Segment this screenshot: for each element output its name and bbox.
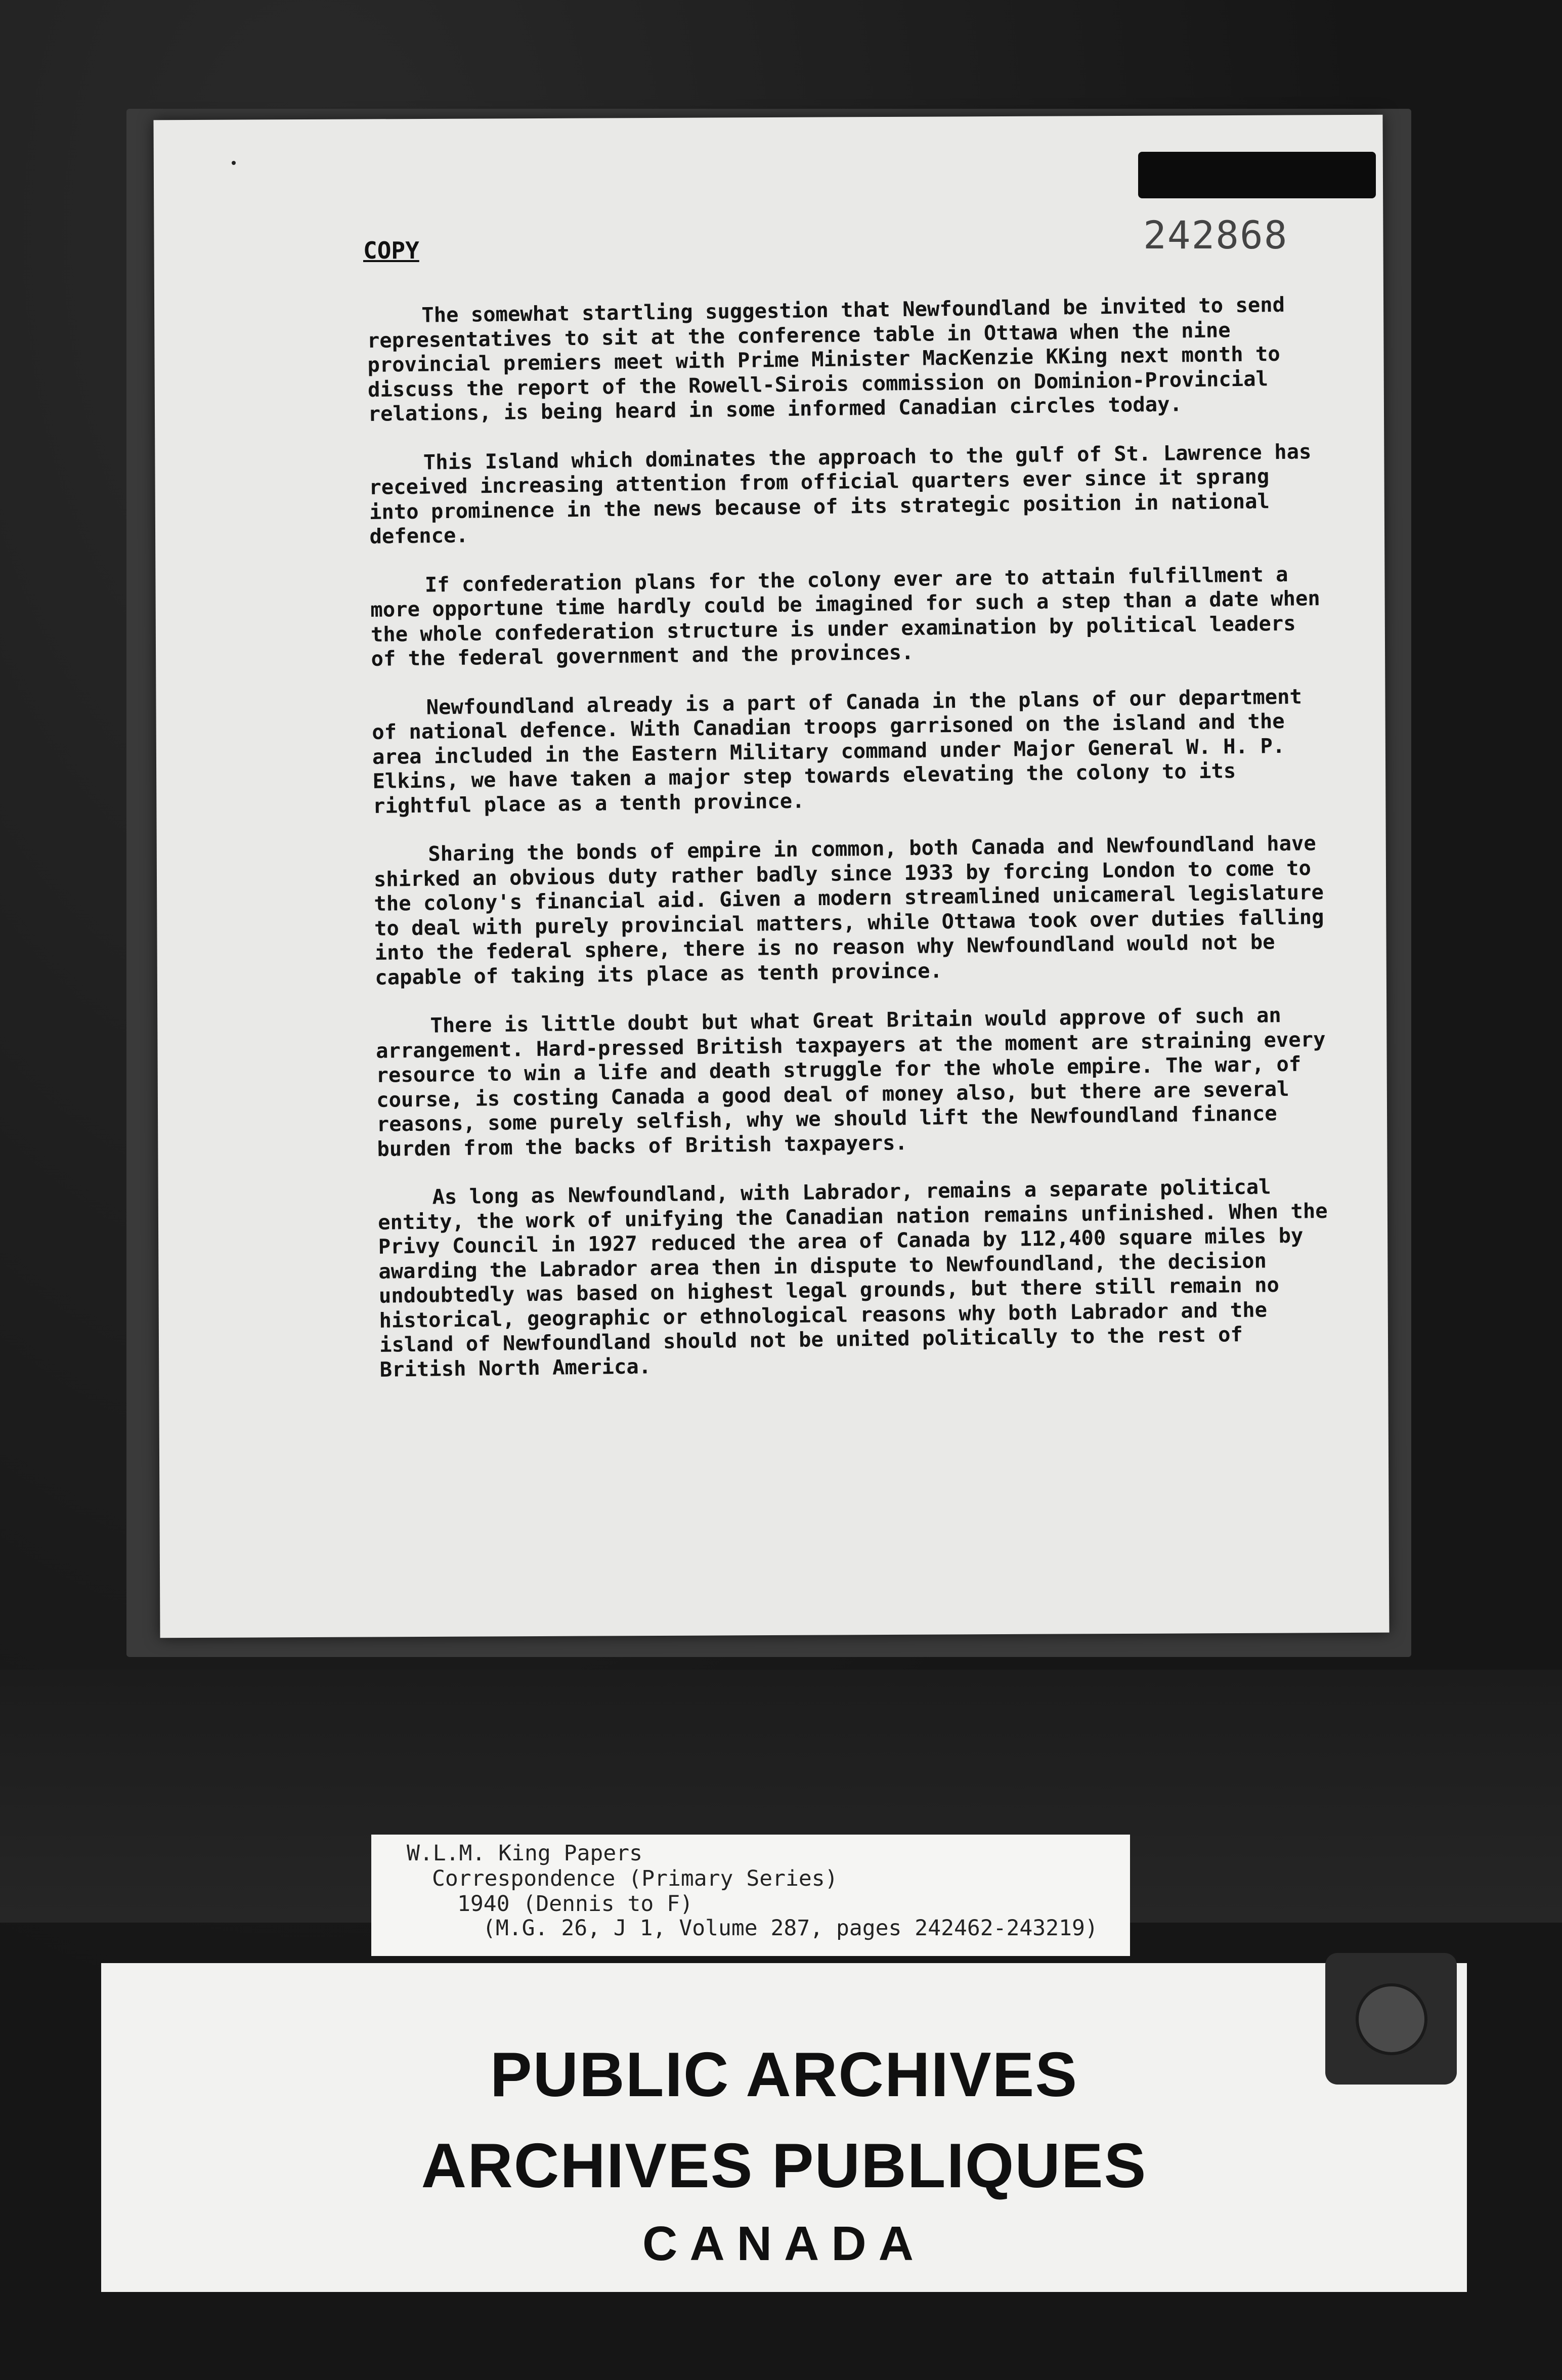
reference-label [371, 1835, 1130, 1956]
speck [232, 161, 236, 165]
reference-line: (M.G. 26, J 1, Volume 287, pages 242462-243219) [483, 1916, 1098, 1941]
paragraph: Newfoundland already is a part of Canada in the plans of our department of national defence. With Canadian troops garrisoned on the island and the area included in the Eastern Military command under Major General W. H. P. Elkins, we have taken a major step towards elevating the colony to its rightful place as a tenth province. [372, 684, 1303, 818]
binder-clip [1325, 1953, 1457, 2085]
archives-title-en: PUBLIC ARCHIVES [490, 2040, 1078, 2110]
reference-line: Correspondence (Primary Series) [432, 1866, 838, 1891]
copy-label: COPY [363, 237, 419, 264]
document-body [367, 292, 1341, 1406]
reference-line: W.L.M. King Papers [407, 1841, 642, 1866]
archives-title-fr: ARCHIVES PUBLIQUES [421, 2131, 1147, 2201]
paragraph: There is little doubt but what Great Britain would approve of such an arrangement. Hard-pressed British taxpayers at the moment are straining every resource to win a life and death struggle for the whole empire. The war, of course, is costing Canada a good deal of money also, but there are several reasons, some purely selfish, why we should lift the Newfoundland finance burden from the backs of British taxpayers. [375, 1003, 1326, 1161]
archives-country: CANADA [642, 2217, 926, 2271]
clip-rivet [1356, 1983, 1427, 2055]
archives-label [101, 1963, 1467, 2292]
paragraph: The somewhat startling suggestion that Newfoundland be invited to send representatives to sit at the conference table in Ottawa when the nine provincial premiers meet with Prime Minister MacKenzie KKing next month to discuss the report of the Rowell-Sirois commission on Dominion-Provincial relations, is being heard in some informed Canadian circles today. [367, 292, 1285, 426]
paragraph: If confederation plans for the colony ever are to attain fulfillment a more opportune time hardly could be imagined for such a step than a date when the whole confederation structure is under examination by political leaders of the federal government and the provinces. [370, 562, 1321, 671]
reference-line: 1940 (Dennis to F) [457, 1891, 693, 1917]
paragraph: Sharing the bonds of empire in common, both Canada and Newfoundland have shirked an obvious duty rather badly since 1933 by forcing London to come to the colony's financial aid. Given a modern streamlined unicameral legislature to deal with purely provincial matters, while Ottawa took over duties falling into the federal sphere, there is no reason why Newfoundland would not be capable of taking its place as tenth province. [373, 831, 1324, 990]
paragraph: As long as Newfoundland, with Labrador, remains a separate political entity, the work of unifying the Canadian nation remains unfinished. When the Privy Council in 1927 reduced the area of Canada by 112,400 square miles by awarding the Labrador area then in dispute to Newfoundland, the decision undoubtedly was based on highest legal grounds, but there still remain no historical, geographic or ethnological reasons why both Labrador and the island of Newfoundland should not be united politically to the rest of British North America. [377, 1174, 1328, 1382]
paragraph: This Island which dominates the approach to the gulf of St. Lawrence has received increasing attention from official quarters ever since it sprang into prominence in the news because of its strategic position in national defence. [369, 439, 1312, 548]
redaction-bar [1138, 152, 1376, 198]
document-number: 242868 [1143, 212, 1288, 258]
